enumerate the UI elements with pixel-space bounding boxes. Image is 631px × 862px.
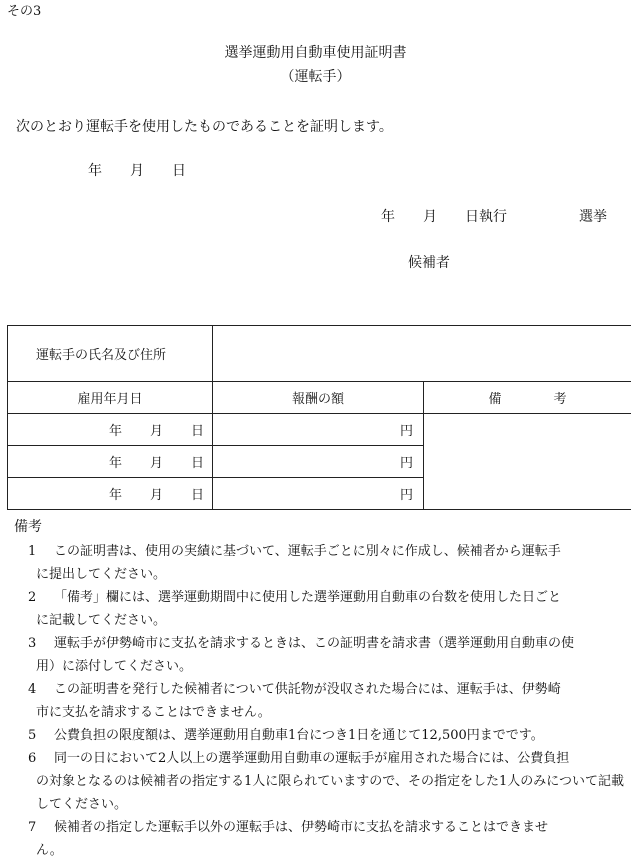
day-label: 日 bbox=[190, 456, 204, 471]
yen-unit: 円 bbox=[399, 488, 413, 503]
month-label: 月 bbox=[149, 424, 163, 439]
month-label: 月 bbox=[149, 456, 163, 471]
certification-statement: 次のとおり運転手を使用したものであることを証明します。 bbox=[16, 119, 393, 135]
note-text-continued: 用）に添付してください。 bbox=[36, 659, 193, 674]
month-label: 月 bbox=[149, 488, 163, 503]
driver-usage-table bbox=[7, 325, 631, 510]
employment-date-cell[interactable] bbox=[8, 414, 213, 446]
issue-year-label: 年 bbox=[88, 163, 102, 179]
employment-date-cell[interactable] bbox=[8, 478, 213, 510]
note-number: 5 bbox=[28, 728, 37, 743]
form-number: その3 bbox=[7, 4, 42, 19]
yen-unit: 円 bbox=[399, 456, 413, 471]
note-text: 「備考」欄には、選挙運動期間中に使用した選挙運動用自動車の台数を使用した日ごと bbox=[54, 590, 562, 605]
year-label: 年 bbox=[108, 424, 122, 439]
note-text: 同一の日において2人以上の選挙運動用自動車の運転手が雇用された場合には、公費負担 bbox=[54, 751, 570, 766]
header-remarks: 備 考 bbox=[424, 382, 631, 414]
day-label: 日 bbox=[190, 424, 204, 439]
note-item bbox=[0, 586, 631, 632]
yen-unit: 円 bbox=[399, 424, 413, 439]
table-row bbox=[8, 414, 631, 446]
note-number: 4 bbox=[28, 682, 37, 697]
employment-date-cell[interactable] bbox=[8, 446, 213, 478]
note-item bbox=[0, 678, 631, 724]
issue-date-line bbox=[88, 160, 186, 180]
note-text-continued: 市に支払を請求することはできません。 bbox=[36, 705, 271, 720]
header-employment-date: 雇用年月日 bbox=[8, 382, 213, 414]
table-header-row bbox=[8, 382, 631, 414]
remarks-cell[interactable] bbox=[424, 414, 631, 510]
note-text: この証明書は、使用の実績に基づいて、運転手ごとに別々に作成し、候補者から運転手 bbox=[54, 544, 561, 559]
year-label: 年 bbox=[108, 488, 122, 503]
note-number: 7 bbox=[28, 820, 37, 835]
exec-year-label: 年 bbox=[381, 209, 395, 225]
exec-month-label: 月 bbox=[423, 209, 437, 225]
note-text: 候補者の指定した運転手以外の運転手は、伊勢崎市に支払を請求することはできませ bbox=[54, 820, 549, 835]
note-item bbox=[0, 632, 631, 678]
driver-name-field[interactable] bbox=[213, 326, 631, 382]
candidate-label: 候補者 bbox=[408, 255, 450, 271]
issue-month-label: 月 bbox=[130, 163, 144, 179]
note-item bbox=[0, 540, 631, 586]
election-label: 選挙 bbox=[579, 209, 607, 225]
election-execution-line bbox=[381, 206, 607, 226]
note-text-continued: に提出してください。 bbox=[36, 567, 167, 582]
remuneration-cell[interactable] bbox=[213, 414, 424, 446]
driver-name-row bbox=[8, 326, 631, 382]
note-item bbox=[0, 816, 631, 862]
document-subtitle: （運転手） bbox=[280, 69, 351, 85]
note-text: 運転手が伊勢崎市に支払を請求するときは、この証明書を請求書（選挙運動用自動車の使 bbox=[54, 636, 575, 651]
notes-heading: 備考 bbox=[14, 519, 42, 535]
note-number: 2 bbox=[28, 590, 37, 605]
header-remuneration: 報酬の額 bbox=[213, 382, 424, 414]
note-text-continued: の対象となるのは候補者の指定する1人に限られていますので、その指定をした1人のみについて記載してください。 bbox=[36, 774, 625, 812]
note-item bbox=[0, 724, 631, 747]
remuneration-cell[interactable] bbox=[213, 478, 424, 510]
exec-day-label: 日執行 bbox=[465, 209, 507, 225]
note-text-continued: ん。 bbox=[36, 843, 63, 858]
notes-list bbox=[0, 540, 631, 862]
remuneration-cell[interactable] bbox=[213, 446, 424, 478]
issue-day-label: 日 bbox=[172, 163, 186, 179]
year-label: 年 bbox=[108, 456, 122, 471]
driver-name-label: 運転手の氏名及び住所 bbox=[8, 326, 213, 382]
note-text: 公費負担の限度額は、選挙運動用自動車1台につき1日を通じて12,500円までです。 bbox=[54, 728, 544, 743]
note-number: 6 bbox=[28, 751, 37, 766]
note-text-continued: に記載してください。 bbox=[36, 613, 167, 628]
day-label: 日 bbox=[190, 488, 204, 503]
document-title: 選挙運動用自動車使用証明書 bbox=[224, 45, 407, 61]
note-number: 3 bbox=[28, 636, 37, 651]
note-text: この証明書を発行した候補者について供託物が没収された場合には、運転手は、伊勢崎 bbox=[54, 682, 561, 697]
note-number: 1 bbox=[28, 544, 37, 559]
note-item bbox=[0, 747, 631, 816]
